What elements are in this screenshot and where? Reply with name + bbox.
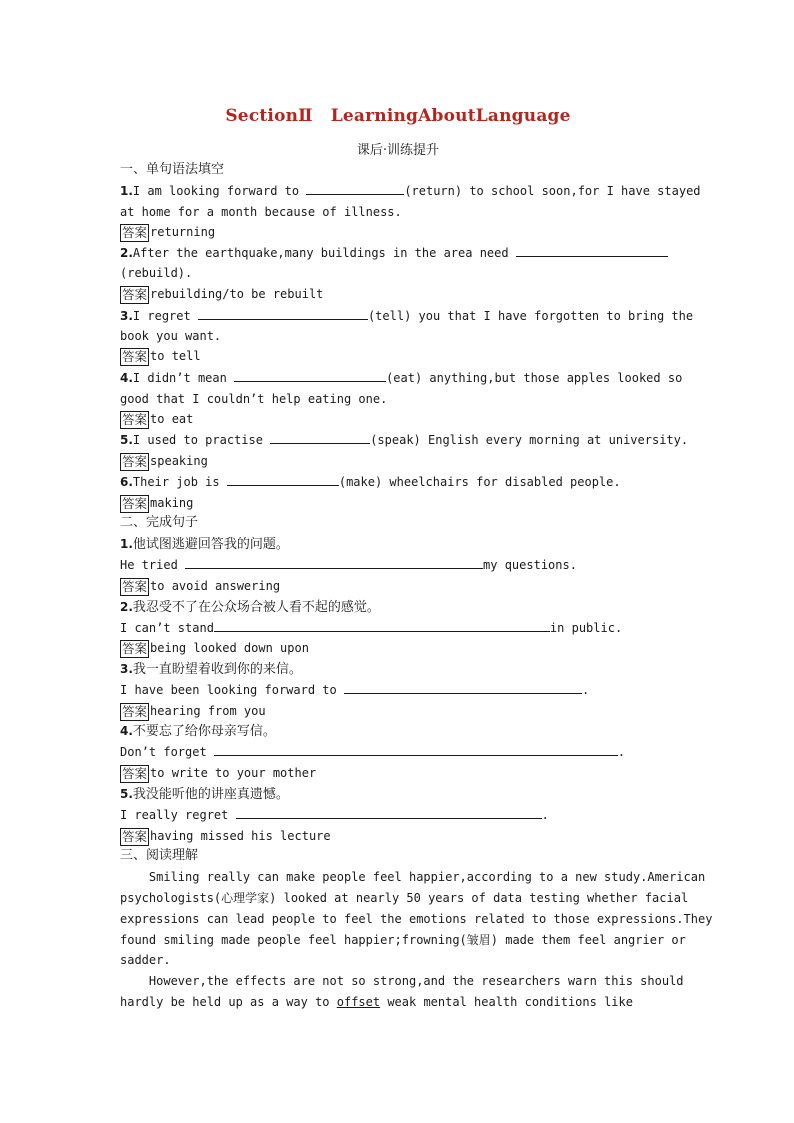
s2-q5-en: I really regret . xyxy=(120,808,549,822)
section2-heading: 二、完成句子 xyxy=(120,515,199,530)
s1-q4-answer: 答案 to eat xyxy=(122,411,194,427)
s1-q2: 2.After the earthquake,many buildings in the area need xyxy=(120,243,668,263)
answer-blank xyxy=(185,556,483,569)
answer-blank xyxy=(344,681,582,694)
reading-line: psychologists(心理学家) looked at nearly 50 years of data testing whether facial xyxy=(120,891,689,905)
title-section: SectionⅡ xyxy=(225,106,313,126)
answer-badge: 答案 xyxy=(122,640,148,656)
title-topic: LearningAboutLanguage xyxy=(330,106,571,126)
section1-heading: 一、单句语法填空 xyxy=(120,162,225,177)
s1-q1: 1.I am looking forward to (return) to school soon,for I have stayed xyxy=(120,184,701,198)
s2-q3-en: I have been looking forward to . xyxy=(120,683,590,697)
s1-q4: 4.I didn’t mean (eat) anything,but those apples looked so xyxy=(120,371,683,385)
s1-q2-cont: (rebuild). xyxy=(120,266,193,280)
answer-blank xyxy=(306,182,404,195)
s1-q2-answer: 答案 rebuilding/to be rebuilt xyxy=(122,286,324,302)
underlined-word: offset xyxy=(336,995,381,1009)
s1-q5-answer: 答案 speaking xyxy=(122,453,208,469)
reading-line: However,the effects are not so strong,and the researchers warn this should xyxy=(120,974,684,988)
page-subtitle: 课后·训练提升 xyxy=(356,143,440,158)
s2-q2-answer: 答案 being looked down upon xyxy=(122,640,309,656)
answer-blank xyxy=(214,743,618,756)
s2-q4-answer: 答案 to write to your mother xyxy=(122,765,317,781)
answer-badge: 答案 xyxy=(122,224,148,240)
s1-q6: 6.Their job is (make) wheelchairs for disabled people. xyxy=(120,475,621,489)
s2-q1-en: He tried my questions. xyxy=(120,558,577,572)
reading-line-last: hardly be held up as a way to offset weak mental health conditions like xyxy=(120,995,633,1009)
section3-heading: 三、阅读理解 xyxy=(120,848,199,863)
s1-q1-answer: 答案 returning xyxy=(122,224,216,240)
s2-q3-cn: 3.我一直盼望着收到你的来信。 xyxy=(120,662,302,677)
s2-q5-answer: 答案 having missed his lecture xyxy=(122,828,331,844)
reading-line: Smiling really can make people feel happier,according to a new study.American xyxy=(120,870,706,884)
s2-q2-en: I can’t stand in public. xyxy=(120,621,623,635)
answer-badge: 答案 xyxy=(122,348,148,364)
answer-badge: 答案 xyxy=(122,828,148,844)
answer-badge: 答案 xyxy=(122,703,148,719)
s2-q1-answer: 答案 to avoid answering xyxy=(122,578,281,594)
answer-blank xyxy=(236,806,542,819)
answer-blank xyxy=(198,307,368,320)
answer-badge: 答案 xyxy=(122,765,148,781)
s2-q3-answer: 答案 hearing from you xyxy=(122,703,266,719)
s1-q5: 5.I used to practise (speak) English every morning at university. xyxy=(120,433,689,447)
s2-q4-cn: 4.不要忘了给你母亲写信。 xyxy=(120,724,276,739)
answer-badge: 答案 xyxy=(122,495,148,511)
s2-q4-en: Don’t forget . xyxy=(120,745,626,759)
s1-q1-cont: at home for a month because of illness. xyxy=(120,205,402,219)
answer-badge: 答案 xyxy=(122,578,148,594)
page-title xyxy=(120,106,676,126)
reading-line: found smiling made people feel happier;frowning(皱眉) made them feel angrier or xyxy=(120,933,686,947)
answer-badge: 答案 xyxy=(122,453,148,469)
reading-line: sadder. xyxy=(120,953,171,967)
answer-blank xyxy=(227,473,339,486)
s1-q3-answer: 答案 to tell xyxy=(122,348,201,364)
s1-q6-answer: 答案 making xyxy=(122,495,194,511)
s2-q5-cn: 5.我没能听他的讲座真遗憾。 xyxy=(120,787,289,802)
s2-q2-cn: 2.我忍受不了在公众场合被人看不起的感觉。 xyxy=(120,600,380,615)
s2-q1-cn: 1.他试图逃避回答我的问题。 xyxy=(120,537,289,552)
answer-blank xyxy=(270,431,370,444)
reading-line: expressions can lead people to feel the emotions related to those expressions.They xyxy=(120,912,713,926)
answer-blank xyxy=(234,369,386,382)
s1-q3: 3.I regret (tell) you that I have forgotten to bring the xyxy=(120,309,694,323)
answer-blank xyxy=(516,244,668,257)
answer-badge: 答案 xyxy=(122,286,148,302)
answer-blank xyxy=(214,619,550,632)
answer-badge: 答案 xyxy=(122,411,148,427)
s1-q3-cont: book you want. xyxy=(120,329,222,343)
s1-q4-cont: good that I couldn’t help eating one. xyxy=(120,392,388,406)
